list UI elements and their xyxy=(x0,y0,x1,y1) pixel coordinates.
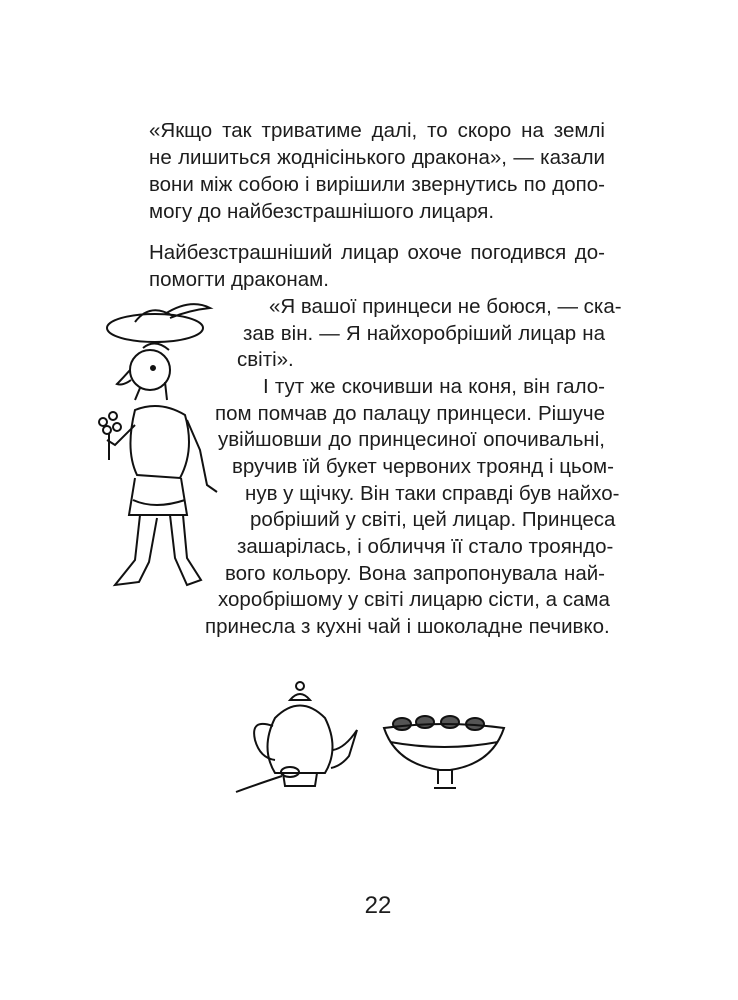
text-line: вони між собою і вирішили звернутись по допо- xyxy=(149,173,605,196)
knight-illustration xyxy=(95,300,245,600)
knight-body xyxy=(130,406,189,478)
text-line: зашарілась, і обличчя її стало трояндо- xyxy=(237,535,614,558)
text-line: Найбезстрашніший лицар охоче погодився до- xyxy=(149,241,605,264)
text-line: нув у щічку. Він таки справді був найхо- xyxy=(245,482,620,505)
text-line: хоробрішому у світі лицарю сісти, а сама xyxy=(218,588,610,611)
text-line: робріший у світі, цей лицар. Принцеса xyxy=(250,508,616,531)
text-line: «Якщо так триватиме далі, то скоро на землі xyxy=(149,119,605,142)
spoon-illustration xyxy=(232,760,302,800)
knight-head xyxy=(130,350,170,390)
text-line: принесла з кухні чай і шоколадне печивко. xyxy=(205,615,610,638)
text-line: І тут же скочивши на коня, він гало- xyxy=(263,375,605,398)
text-line: зав він. — Я найхоробріший лицар на xyxy=(243,322,605,345)
text-line: могу до найбезстрашнішого лицаря. xyxy=(149,200,495,223)
hat-brim xyxy=(107,314,203,342)
text-line: увійшовши до принцесиної опочивальні, xyxy=(218,428,605,451)
text-line: світі». xyxy=(237,348,294,371)
text-line: вого кольору. Вона запропонувала най- xyxy=(225,562,605,585)
text-line: помогти драконам. xyxy=(149,268,329,291)
text-line: «Я вашої принцеси не боюся, — ска- xyxy=(269,295,622,318)
page-number: 22 xyxy=(364,892,392,919)
cookie-bowl-illustration xyxy=(380,712,510,802)
text-line: вручив їй букет червоних троянд і цьом- xyxy=(232,455,614,478)
text-line: пом помчав до палацу принцеси. Рішуче xyxy=(215,402,605,425)
flower-bouquet xyxy=(99,418,107,426)
text-line: не лишиться жоднісінького дракона», — казали xyxy=(149,146,605,169)
